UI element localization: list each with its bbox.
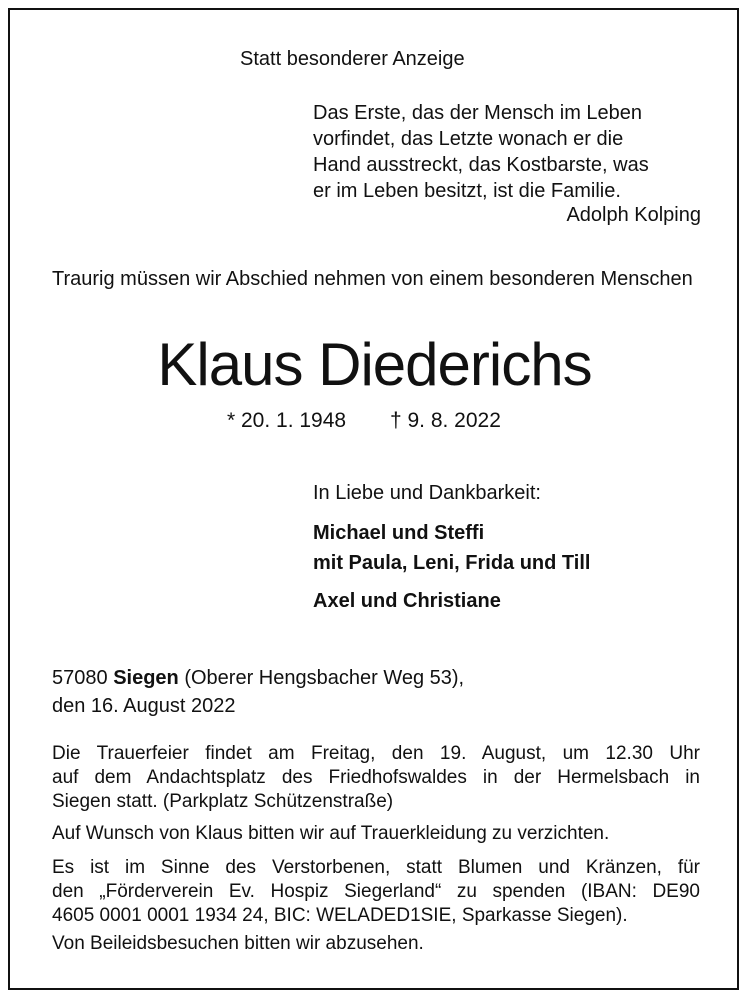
birth-date: * 20. 1. 1948 (227, 409, 347, 432)
funeral-paragraph (52, 742, 700, 814)
death-date: † 9. 8. 2022 (389, 409, 501, 432)
mourner-line: mit Paula, Leni, Frida und Till (313, 552, 591, 574)
place-and-date (52, 664, 464, 720)
donation-line: den „Förderverein Ev. Hospiz Siegerland“ zu spenden (IBAN: DE90 (52, 881, 700, 902)
quote-block (313, 100, 703, 204)
visits-paragraph (52, 932, 700, 956)
clothing-paragraph (52, 822, 700, 846)
donation-paragraph (52, 856, 700, 928)
quote-line: er im Leben besitzt, ist die Familie. (313, 180, 621, 202)
mourner-line: Axel und Christiane (313, 590, 501, 612)
intro-text: Traurig müssen wir Abschied nehmen von einem besonderen Menschen (52, 268, 693, 290)
donation-line: 4605 0001 0001 1934 24, BIC: WELADED1SIE, Sparkasse Siegen). (52, 905, 628, 926)
donation-line: Es ist im Sinne des Verstorbenen, statt Blumen und Kränzen, für (52, 857, 700, 878)
notice-date: den 16. August 2022 (52, 695, 236, 717)
deceased-name: Klaus Diederichs (157, 331, 592, 398)
life-dates (227, 408, 501, 434)
mourners-intro: In Liebe und Dankbarkeit: (313, 482, 541, 504)
visits-line: Von Beileidsbesuchen bitten wir abzusehen. (52, 933, 424, 954)
address: (Oberer Hengsbacher Weg 53), (184, 667, 465, 689)
zip-code: 57080 (52, 667, 108, 689)
quote-author: Adolph Kolping (566, 204, 701, 226)
city: Siegen (113, 667, 179, 689)
quote-line: vorfindet, das Letzte wonach er die (313, 128, 624, 150)
mourner-line: Michael und Steffi (313, 522, 485, 544)
notice-heading: Statt besonderer Anzeige (240, 48, 465, 70)
quote-line: Das Erste, das der Mensch im Leben (313, 102, 643, 124)
funeral-line: Siegen statt. (Parkplatz Schützenstraße) (52, 791, 394, 812)
funeral-line: Die Trauerfeier findet am Freitag, den 19. August, um 12.30 Uhr (52, 743, 700, 764)
clothing-line: Auf Wunsch von Klaus bitten wir auf Trauerkleidung zu verzichten. (52, 823, 610, 844)
mourners-list (313, 518, 590, 616)
funeral-line: auf dem Andachtsplatz des Friedhofswaldes in der Hermelsbach in (52, 767, 700, 788)
quote-line: Hand ausstreckt, das Kostbarste, was (313, 154, 649, 176)
